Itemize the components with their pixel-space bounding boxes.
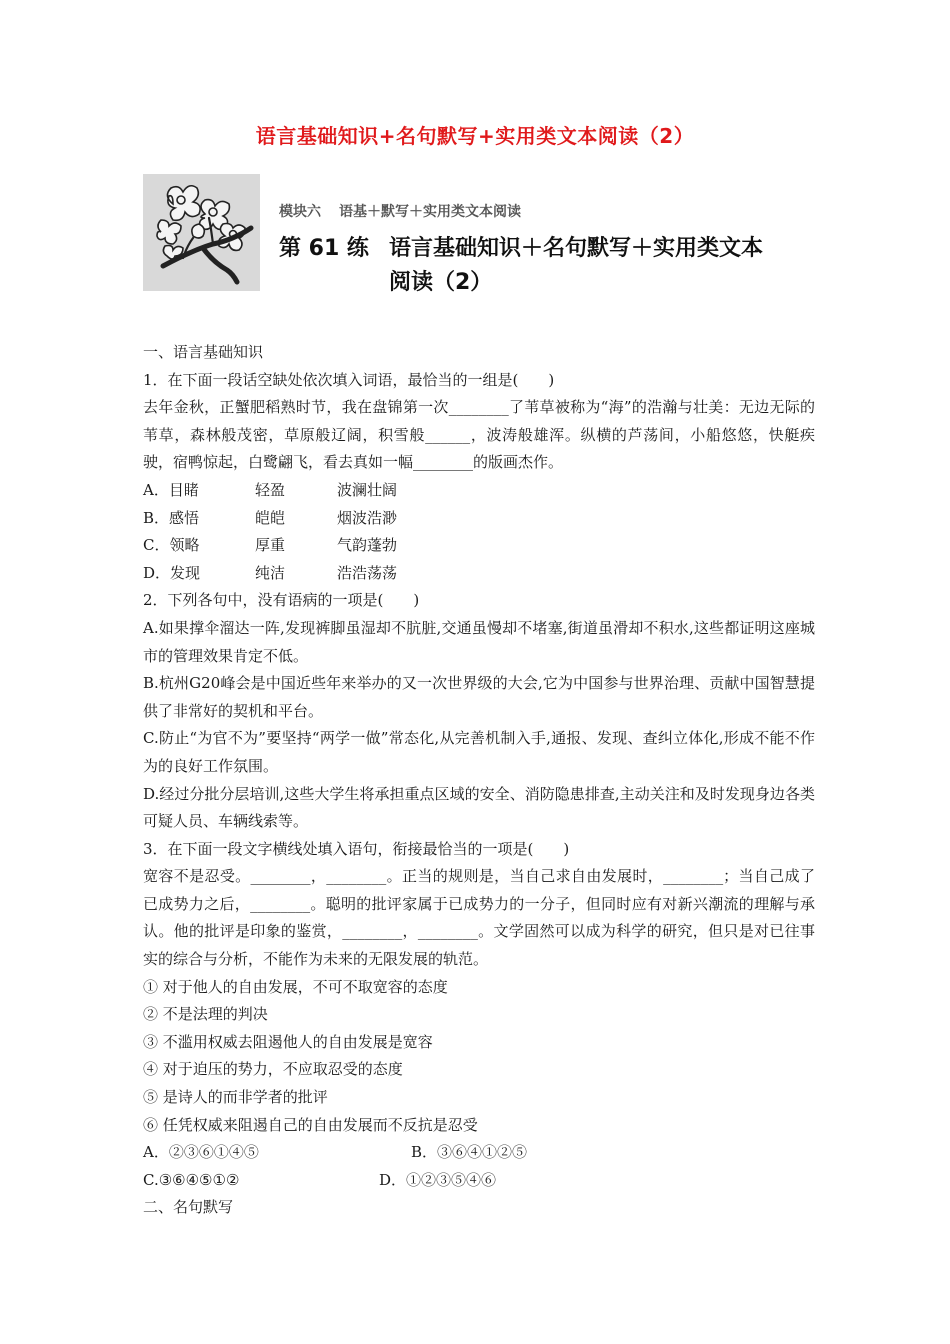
answer-option: B．③⑥④①②⑤ [411, 1143, 528, 1162]
lesson-title-line2: 阅读（2） [389, 270, 493, 295]
answer-option: B.杭州G20峰会是中国近些年来举办的又一次世界级的大会,它为中国参与世界治理、贡献中国智慧提供了非常好的契机和平台。 [143, 674, 815, 720]
answer-option: C．领略 厚重 气韵蓬勃 [143, 536, 398, 555]
answer-option-row [143, 1139, 815, 1167]
question-stem: 3．在下面一段文字横线处填入语句，衔接最恰当的一项是( ) [143, 839, 570, 858]
answer-option: B．感悟 皑皑 烟波浩渺 [143, 508, 398, 527]
list-item: ② 不是法理的判决 [143, 1005, 268, 1024]
question-stem: 1．在下面一段话空缺处依次填入词语，最恰当的一组是( ) [143, 370, 555, 389]
flower-branch-icon [143, 174, 260, 291]
answer-option: D．①②③⑤④⑥ [379, 1170, 497, 1189]
lesson-title-line1: 语言基础知识＋名句默写＋实用类文本 [389, 236, 764, 261]
question-passage: 去年金秋，正蟹肥稻熟时节，我在盘锦第一次________了苇草被称为“海”的浩瀚与壮美：无边无际的苇草，森林般茂密，草原般辽阔，积雪般______，波涛般雄浑。纵横的芦荡间，小船悠悠，快艇疾驶，宿鸭惊起，白鹭翩飞，看去真如一幅________的版画杰作。 [143, 398, 815, 472]
list-item: ⑥ 任凭权威来阻遏自己的自由发展而不反抗是忍受 [143, 1115, 478, 1134]
answer-option: D．发现 纯洁 浩浩荡荡 [143, 563, 398, 582]
section-heading: 一、语言基础知识 [143, 343, 264, 361]
answer-option: A．②③⑥①④⑤ [143, 1143, 259, 1162]
module-topic: 语基＋默写＋实用类文本阅读 [339, 204, 521, 220]
answer-option: D.经过分批分层培训,这些大学生将承担重点区域的安全、消防隐患排查,主动关注和及时发现身边各类可疑人员、车辆线索等。 [143, 784, 815, 831]
module-number: 模块六 [279, 204, 321, 220]
answer-option: C.③⑥④⑤①② [143, 1170, 240, 1189]
answer-option: A.如果撑伞溜达一阵,发现裤脚虽湿却不肮脏,交通虽慢却不堵塞,街道虽滑却不积水,这些都证明这座城市的管理效果肯定不低。 [143, 618, 815, 665]
list-item: ⑤ 是诗人的而非学者的批评 [143, 1088, 328, 1107]
question-passage: 宽容不是忍受。________，________。正当的规则是，当自己求自由发展时，________；当自己成了已成势力之后，________。聪明的批评家属于已成势力的一分子，但同时应有对新兴潮流的理解与承认。他的批评是印象的鉴赏，________，________。文学固然可以成为科学的研究，但只是对已往事实的综合与分析，不能作为未来的无限发展的轨范。 [143, 867, 815, 969]
list-item: ③ 不滥用权威去阻遏他人的自由发展是宽容 [143, 1032, 433, 1051]
section-heading: 二、名句默写 [143, 1198, 234, 1217]
page-title: 语言基础知识+名句默写+实用类文本阅读（2） [255, 124, 695, 148]
question-stem: 2．下列各句中，没有语病的一项是( ) [143, 591, 420, 610]
exercise-content [143, 339, 815, 1222]
flower-illustration [143, 174, 260, 291]
module-label [279, 201, 521, 221]
answer-option: C.防止“为官不为”要坚持“两学一做”常态化,从完善机制入手,通报、发现、查纠立体化,形成不能不作为的良好工作氛围。 [143, 729, 815, 775]
list-item: ① 对于他人的自由发展，不可不取宽容的态度 [143, 977, 448, 996]
lesson-number: 第 61 练 [279, 236, 369, 261]
list-item: ④ 对于迫压的势力，不应取忍受的态度 [143, 1060, 403, 1079]
lesson-title [279, 232, 763, 300]
answer-option: A．目睹 轻盈 波澜壮阔 [143, 480, 398, 499]
answer-option-row [143, 1167, 815, 1195]
